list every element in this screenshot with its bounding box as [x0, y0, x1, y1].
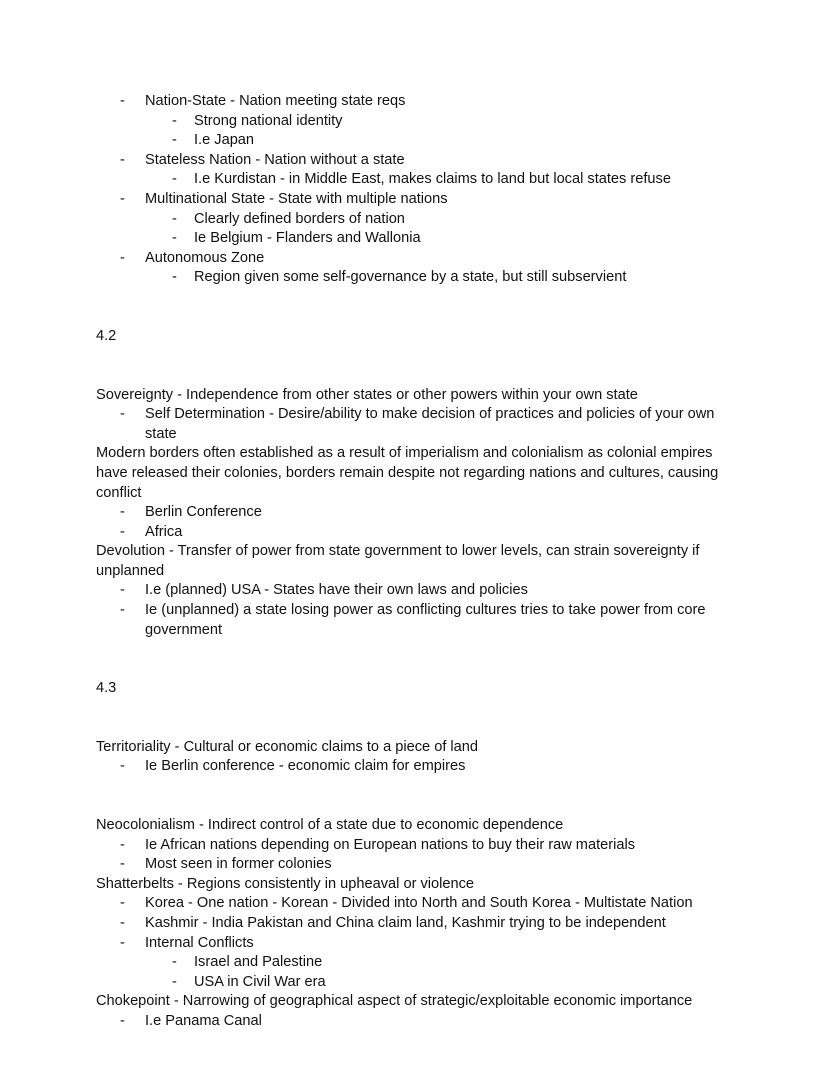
term-definition-line: Devolution - Transfer of power from state government to lower levels, can strain sovereignty if unplanned — [96, 543, 700, 579]
document-body — [96, 92, 736, 1032]
term-definition-line: Sovereignty - Independence from other states or other powers within your own state — [96, 386, 638, 403]
list-item — [120, 523, 736, 543]
term-definition-line: Chokepoint - Narrowing of geographical aspect of strategic/exploitable economic importance — [96, 993, 693, 1010]
list-item-text: Most seen in former colonies — [145, 856, 332, 873]
bullet-dash: - — [172, 171, 177, 188]
list-item-text: Internal Conflicts — [145, 934, 254, 951]
term-definition-line: Neocolonialism - Indirect control of a state due to economic dependence — [96, 817, 564, 834]
list-item-text: Ie African nations depending on European nations to buy their raw materials — [145, 836, 636, 853]
term-group-shatterbelts — [96, 875, 736, 993]
list-item — [172, 268, 736, 288]
bullet-dash: - — [120, 895, 125, 912]
list-item-text: Ie Belgium - Flanders and Wallonia — [194, 230, 421, 247]
list-item-text: Kashmir - India Pakistan and China claim land, Kashmir trying to be independent — [145, 915, 666, 931]
bullet-dash: - — [120, 758, 125, 775]
list-item-text: I.e (planned) USA - States have their own laws and policies — [145, 582, 528, 599]
bullet-dash: - — [172, 973, 177, 990]
bullet-dash: - — [120, 190, 125, 207]
list-item — [172, 229, 736, 249]
list-item — [120, 190, 736, 210]
bullet-dash: - — [120, 1012, 125, 1029]
list-item — [120, 855, 736, 875]
bullet-dash: - — [120, 582, 125, 599]
list-item — [120, 894, 736, 914]
list-item — [120, 934, 736, 954]
list-item-text: Africa — [145, 523, 183, 540]
term-group-neocolonialism — [96, 816, 736, 875]
bullet-dash: - — [120, 836, 125, 853]
term-group-territoriality — [96, 738, 736, 777]
list-block-nation-types — [96, 92, 736, 288]
spacer — [96, 699, 736, 738]
bullet-dash: - — [120, 249, 125, 266]
list-item-text: Ie Berlin conference - economic claim for empires — [145, 758, 466, 775]
bullet-dash: - — [172, 269, 177, 286]
list-item-text: Region given some self-governance by a state, but still subservient — [194, 269, 627, 286]
list-item-text: Israel and Palestine — [194, 954, 323, 971]
term-group-chokepoint — [96, 992, 736, 1031]
bullet-dash: - — [120, 523, 125, 540]
term-group-modern-borders — [96, 444, 736, 542]
list-item — [120, 405, 736, 444]
list-item-text: I.e Kurdistan - in Middle East, makes claims to land but local states refuse — [194, 171, 671, 188]
term-group-devolution — [96, 542, 736, 640]
bullet-dash: - — [172, 230, 177, 247]
list-item-text: Ie (unplanned) a state losing power as conflicting cultures tries to take power from core government — [145, 602, 706, 638]
list-item — [172, 953, 736, 973]
spacer — [96, 347, 736, 386]
list-item-text: Strong national identity — [194, 112, 343, 129]
list-item — [172, 170, 736, 190]
list-item-text: Multinational State - State with multiple nations — [145, 190, 448, 207]
list-item — [120, 503, 736, 523]
spacer — [96, 777, 736, 816]
list-item — [120, 92, 736, 112]
list-item — [120, 581, 736, 601]
bullet-dash: - — [120, 934, 125, 951]
list-item-text: Clearly defined borders of nation — [194, 210, 405, 227]
bullet-dash: - — [120, 406, 125, 423]
list-item-text: Stateless Nation - Nation without a state — [145, 151, 405, 168]
bullet-dash: - — [120, 915, 125, 931]
term-group-sovereignty — [96, 386, 736, 445]
section-heading-4-3: 4.3 — [96, 680, 117, 697]
bullet-dash: - — [120, 504, 125, 521]
bullet-dash: - — [172, 210, 177, 227]
term-definition-line: Shatterbelts - Regions consistently in upheaval or violence — [96, 875, 475, 892]
term-definition-line: Territoriality - Cultural or economic claims to a piece of land — [96, 738, 479, 755]
list-item-text: I.e Panama Canal — [145, 1012, 262, 1029]
bullet-dash: - — [120, 93, 125, 109]
list-item — [172, 131, 736, 151]
bullet-dash: - — [120, 602, 125, 619]
list-item — [172, 210, 736, 230]
list-item-text: Self Determination - Desire/ability to make decision of practices and policies of your own state — [145, 406, 715, 442]
list-item-text: I.e Japan — [194, 132, 255, 149]
list-item — [172, 973, 736, 993]
list-item-text: Berlin Conference — [145, 504, 262, 521]
list-item-text: USA in Civil War era — [194, 973, 326, 990]
list-item — [120, 1012, 736, 1032]
bullet-dash: - — [172, 954, 177, 971]
list-item — [172, 112, 736, 132]
bullet-dash: - — [120, 856, 125, 873]
list-item-text: Korea - One nation - Korean - Divided into North and South Korea - Multistate Nation — [145, 895, 693, 912]
list-item-text: Nation-State - Nation meeting state reqs — [145, 93, 406, 109]
list-item — [120, 151, 736, 171]
list-item-text: Autonomous Zone — [145, 249, 265, 266]
list-item — [120, 836, 736, 856]
section-heading-4-2: 4.2 — [96, 327, 117, 344]
term-definition-line: Modern borders often established as a result of imperialism and colonialism as colonial empires have released their colonies, borders remain despite not regarding nations and cultures, causing conflict — [96, 445, 719, 501]
list-item — [120, 249, 736, 269]
bullet-dash: - — [172, 112, 177, 129]
bullet-dash: - — [120, 151, 125, 168]
list-item — [120, 757, 736, 777]
spacer — [96, 640, 736, 679]
bullet-dash: - — [172, 132, 177, 149]
spacer — [96, 288, 736, 327]
list-item — [120, 601, 736, 640]
list-item — [120, 914, 736, 934]
